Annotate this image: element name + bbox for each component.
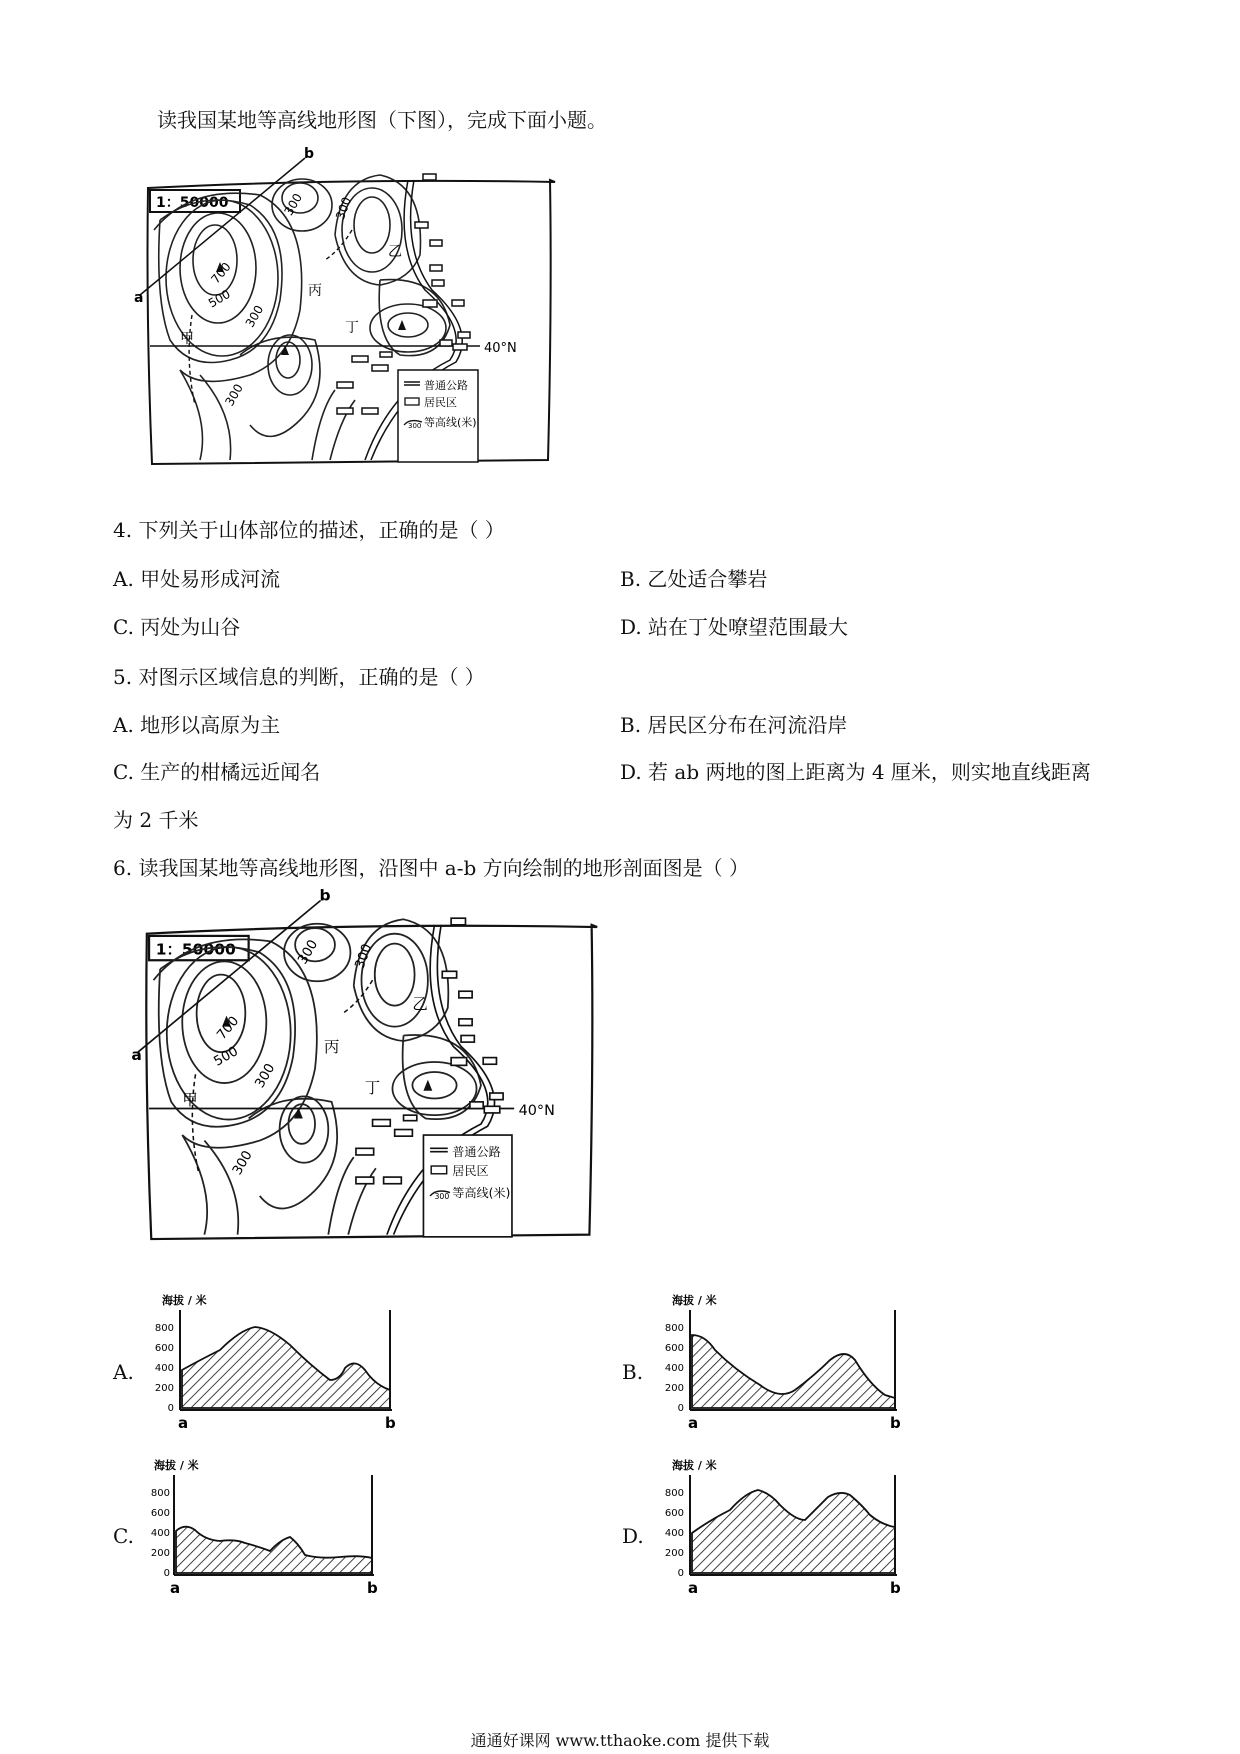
legend-300-2: 300 bbox=[434, 1192, 450, 1202]
q5-stem: 5. 对图示区域信息的判断，正确的是（ ） bbox=[113, 665, 485, 689]
profile-d-label-a: a bbox=[688, 1579, 699, 1597]
profile-b-tick-600: 600 bbox=[664, 1343, 684, 1354]
legend-300: 300 bbox=[408, 422, 422, 430]
intro-text: 读我国某地等高线地形图（下图），完成下面小题。 bbox=[157, 108, 607, 132]
contour-700-2: 700 bbox=[214, 1013, 243, 1043]
q5-option-b: B. 居民区分布在河流沿岸 bbox=[620, 713, 848, 737]
profile-a-label-a: a bbox=[178, 1414, 189, 1432]
q5-option-a: A. 地形以高原为主 bbox=[113, 713, 281, 737]
profile-d-label-b: b bbox=[890, 1579, 901, 1597]
profile-a-label-b: b bbox=[385, 1414, 396, 1432]
profile-b-label-b: b bbox=[890, 1414, 901, 1432]
q4-option-b: B. 乙处适合攀岩 bbox=[620, 567, 768, 591]
q6-stem: 6. 读我国某地等高线地形图，沿图中 a-b 方向绘制的地形剖面图是（ ） bbox=[113, 856, 749, 880]
profile-c-ylabel: 海拔 / 米 bbox=[154, 1459, 199, 1472]
contour-300-b: 300 bbox=[332, 195, 354, 222]
legend-road: 普通公路 bbox=[424, 379, 468, 392]
legend-road-2: 普通公路 bbox=[452, 1145, 501, 1160]
profile-a-ylabel: 海拔 / 米 bbox=[162, 1294, 207, 1307]
profile-c-tick-600: 600 bbox=[150, 1508, 170, 1519]
footer-credit: 通通好课网 www.tthaoke.com 提供下载 bbox=[470, 1731, 770, 1750]
contour-300-d-2: 300 bbox=[230, 1148, 256, 1178]
label-a-2: a bbox=[131, 1045, 142, 1064]
label-bing: 丙 bbox=[308, 283, 322, 299]
contour-300-c: 300 bbox=[242, 302, 267, 330]
profile-c-tick-400: 400 bbox=[150, 1528, 170, 1539]
profile-b-label-a: a bbox=[688, 1414, 699, 1432]
map-2-content bbox=[131, 887, 597, 1240]
profile-c-label-b: b bbox=[367, 1579, 378, 1597]
profile-d bbox=[650, 1455, 910, 1605]
profile-c bbox=[140, 1455, 400, 1605]
profile-b-ylabel: 海拔 / 米 bbox=[672, 1294, 717, 1307]
label-ding-2: 丁 bbox=[364, 1079, 381, 1098]
legend-residential-2: 居民区 bbox=[452, 1163, 489, 1178]
profile-c-tick-800: 800 bbox=[150, 1488, 170, 1499]
contour-500-2: 500 bbox=[211, 1044, 241, 1070]
profile-d-tick-200: 200 bbox=[664, 1548, 684, 1559]
scale-label-2: 1：50000 bbox=[155, 940, 236, 959]
profile-c-label-a: a bbox=[170, 1579, 181, 1597]
q4-option-d: D. 站在丁处嘹望范围最大 bbox=[620, 615, 849, 639]
contour-map-1 bbox=[134, 146, 610, 485]
profile-b-tick-400: 400 bbox=[664, 1363, 684, 1374]
profile-option-b: B. bbox=[622, 1360, 644, 1384]
profile-a-tick-600: 600 bbox=[154, 1343, 174, 1354]
lat-label: 40°N bbox=[484, 341, 517, 356]
map-1-content bbox=[134, 146, 555, 464]
profile-option-c: C. bbox=[113, 1524, 134, 1548]
lat-label-2: 40°N bbox=[518, 1103, 555, 1120]
profile-d-tick-400: 400 bbox=[664, 1528, 684, 1539]
q4-stem: 4. 下列关于山体部位的描述，正确的是（ ） bbox=[113, 518, 505, 542]
profile-d-tick-0: 0 bbox=[677, 1568, 684, 1579]
label-jia-2: 甲 bbox=[182, 1091, 198, 1110]
contour-300-b-2: 300 bbox=[352, 942, 376, 971]
label-yi-2: 乙 bbox=[412, 994, 428, 1013]
q5-option-c: C. 生产的柑橘远近闻名 bbox=[113, 760, 321, 784]
profile-b-tick-200: 200 bbox=[664, 1383, 684, 1394]
profile-d-ylabel: 海拔 / 米 bbox=[672, 1459, 717, 1472]
label-b-2: b bbox=[319, 886, 331, 905]
contour-700: 700 bbox=[208, 259, 234, 287]
q5-option-d-continued: 为 2 千米 bbox=[113, 808, 199, 832]
profile-a-tick-0: 0 bbox=[167, 1403, 174, 1414]
contour-300-c-2: 300 bbox=[252, 1061, 279, 1091]
profile-a bbox=[140, 1290, 400, 1440]
contour-300-a-2: 300 bbox=[295, 937, 322, 968]
profile-b-tick-0: 0 bbox=[677, 1403, 684, 1414]
profile-c-tick-200: 200 bbox=[150, 1548, 170, 1559]
scale-label: 1：50000 bbox=[156, 195, 229, 211]
profile-d-tick-800: 800 bbox=[664, 1488, 684, 1499]
contour-300-d: 300 bbox=[222, 381, 246, 409]
legend-residential: 居民区 bbox=[424, 396, 457, 409]
q4-option-c: C. 丙处为山谷 bbox=[113, 615, 241, 639]
q5-option-d: D. 若 ab 两地的图上距离为 4 厘米，则实地直线距离 bbox=[620, 760, 1091, 784]
profile-b bbox=[650, 1290, 910, 1440]
profile-d-tick-600: 600 bbox=[664, 1508, 684, 1519]
contour-500: 500 bbox=[205, 286, 233, 311]
profile-a-tick-800: 800 bbox=[154, 1323, 174, 1334]
label-ding: 丁 bbox=[345, 320, 359, 336]
label-a: a bbox=[134, 290, 144, 306]
label-yi: 乙 bbox=[388, 244, 402, 260]
legend-contour: 等高线(米) bbox=[424, 416, 477, 429]
label-bing-2: 丙 bbox=[323, 1038, 340, 1057]
contour-map-2 bbox=[131, 886, 658, 1265]
profile-b-tick-800: 800 bbox=[664, 1323, 684, 1334]
profile-option-d: D. bbox=[622, 1524, 644, 1548]
q4-option-a: A. 甲处易形成河流 bbox=[113, 567, 281, 591]
profile-option-a: A. bbox=[113, 1360, 134, 1384]
legend-contour-2: 等高线(米) bbox=[452, 1186, 511, 1201]
label-b: b bbox=[304, 146, 315, 162]
label-jia: 甲 bbox=[180, 331, 194, 347]
profile-c-tick-0: 0 bbox=[163, 1568, 170, 1579]
profile-a-tick-200: 200 bbox=[154, 1383, 174, 1394]
profile-a-tick-400: 400 bbox=[154, 1363, 174, 1374]
contour-300-a: 300 bbox=[281, 190, 306, 218]
